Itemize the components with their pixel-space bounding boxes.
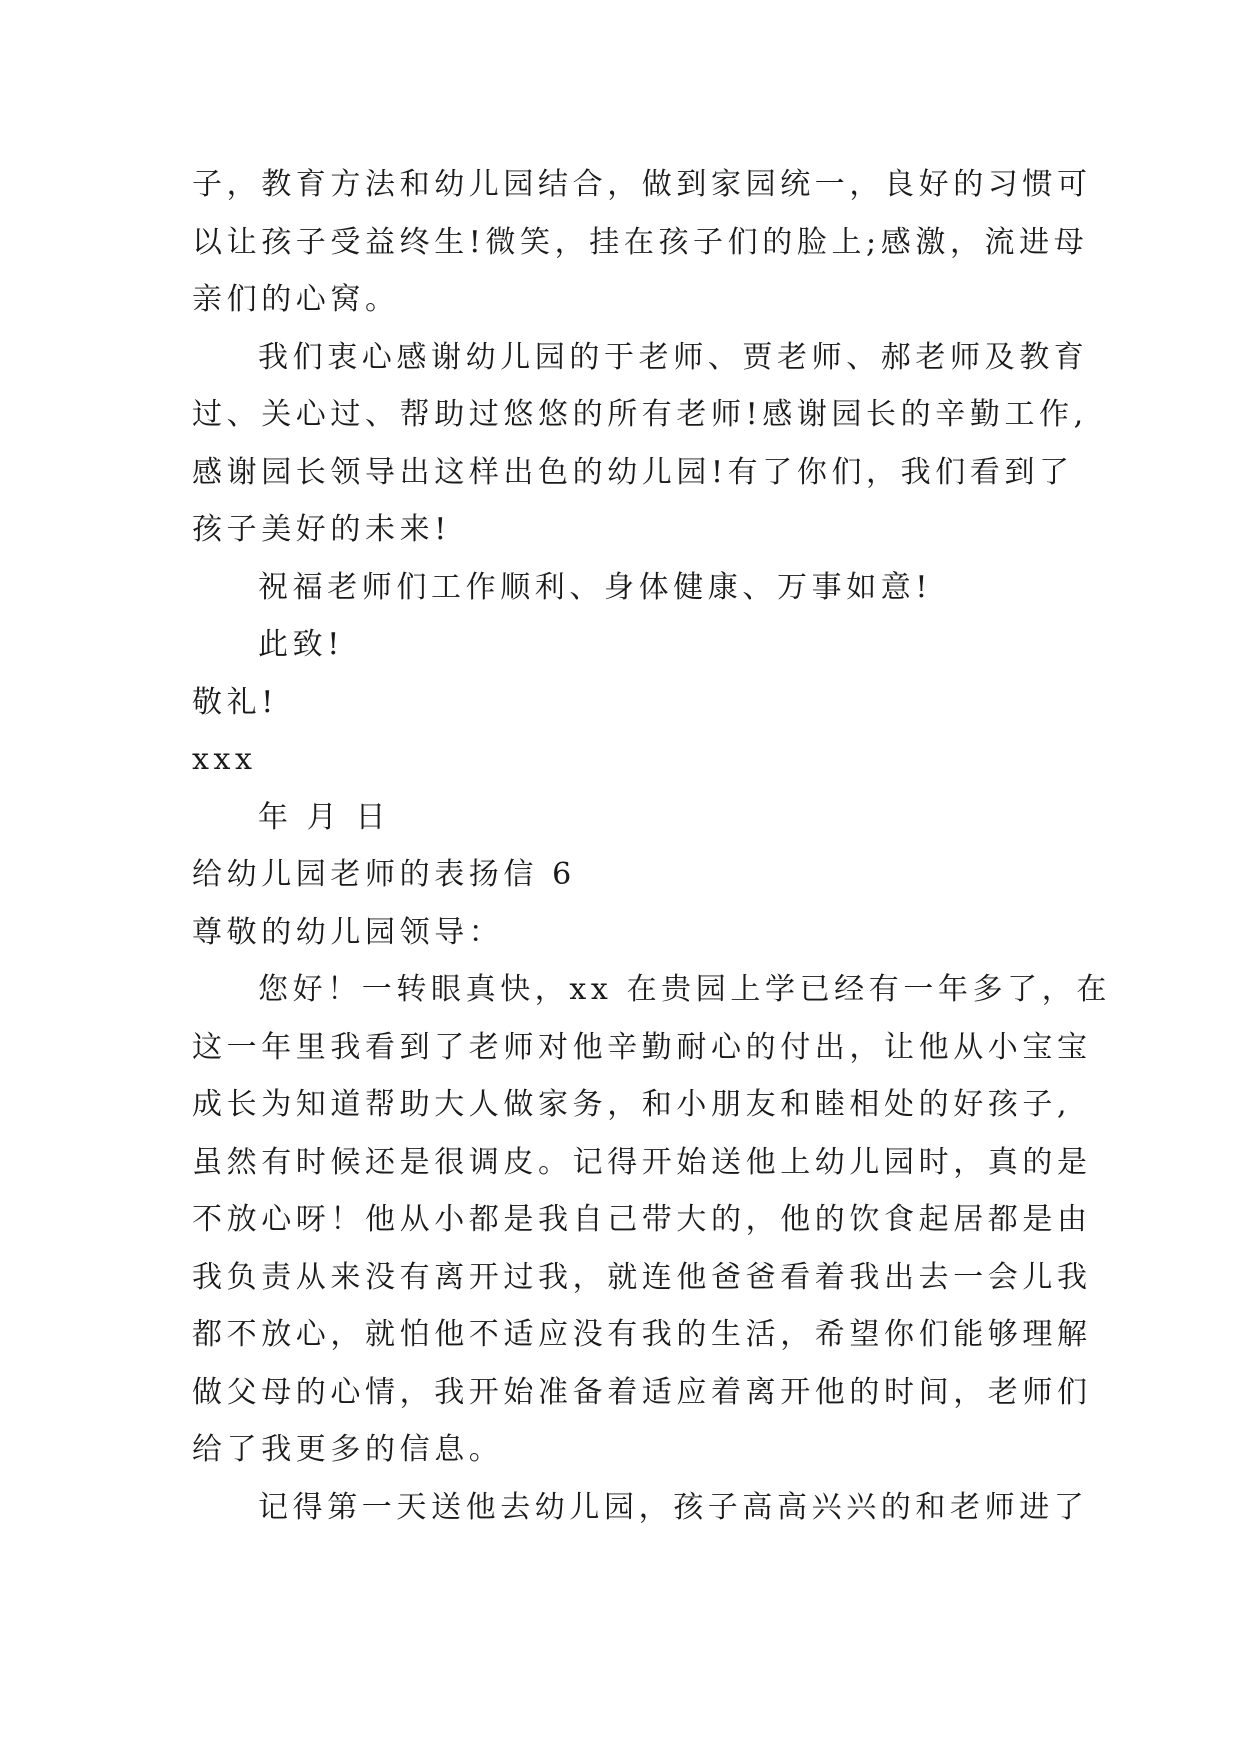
text-line-4: 我们衷心感谢幼儿园的于老师、贾老师、郝老师及教育	[258, 339, 1089, 375]
text-line-8: 祝福老师们工作顺利、身体健康、万事如意!	[258, 569, 933, 605]
letter-greeting: 尊敬的幼儿园领导：	[192, 914, 504, 950]
signature-name: xxx	[192, 742, 257, 777]
closing-regards: 敬礼!	[192, 684, 278, 720]
text-line-20: 我负责从来没有离开过我，就连他爸爸看着我出去一会儿我	[192, 1259, 1092, 1295]
text-line-19: 不放心呀！他从小都是我自己带大的，他的饮食起居都是由	[192, 1202, 1092, 1237]
text-line-24: 记得第一天送他去幼儿园，孩子高高兴兴的和老师进了	[258, 1489, 1089, 1525]
letter-title: 给幼儿园老师的表扬信 6	[192, 857, 576, 892]
text-line-2: 以让孩子受益终生!微笑，挂在孩子们的脸上;感激，流进母	[192, 224, 1089, 260]
text-line-18: 虽然有时候还是很调皮。记得开始送他上幼儿园时，真的是	[192, 1144, 1092, 1180]
text-line-21: 都不放心，就怕他不适应没有我的生活，希望你们能够理解	[192, 1317, 1092, 1352]
document-body	[192, 156, 1111, 1536]
text-line-3: 亲们的心窝。	[192, 282, 400, 317]
text-line-15: 您好！一转眼真快，xx 在贵园上学已经有一年多了，在	[258, 972, 1111, 1007]
text-line-23: 给了我更多的信息。	[192, 1432, 504, 1467]
text-line-16: 这一年里我看到了老师对他辛勤耐心的付出，让他从小宝宝	[192, 1029, 1092, 1065]
text-line-6: 感谢园长领导出这样出色的幼儿园!有了你们，我们看到了	[192, 454, 1074, 490]
text-line-7: 孩子美好的未来!	[192, 512, 451, 547]
text-line-17: 成长为知道帮助大人做家务，和小朋友和睦相处的好孩子,	[192, 1087, 1072, 1122]
text-line-22: 做父母的心情，我开始准备着适应着离开他的时间，老师们	[192, 1374, 1092, 1410]
closing-salutation: 此致!	[258, 627, 344, 662]
signature-date: 年 月 日	[258, 799, 391, 835]
text-line-1: 子，教育方法和幼儿园结合，做到家园统一，良好的习惯可	[192, 167, 1092, 202]
text-line-5: 过、关心过、帮助过悠悠的所有老师!感谢园长的辛勤工作,	[192, 397, 1088, 432]
